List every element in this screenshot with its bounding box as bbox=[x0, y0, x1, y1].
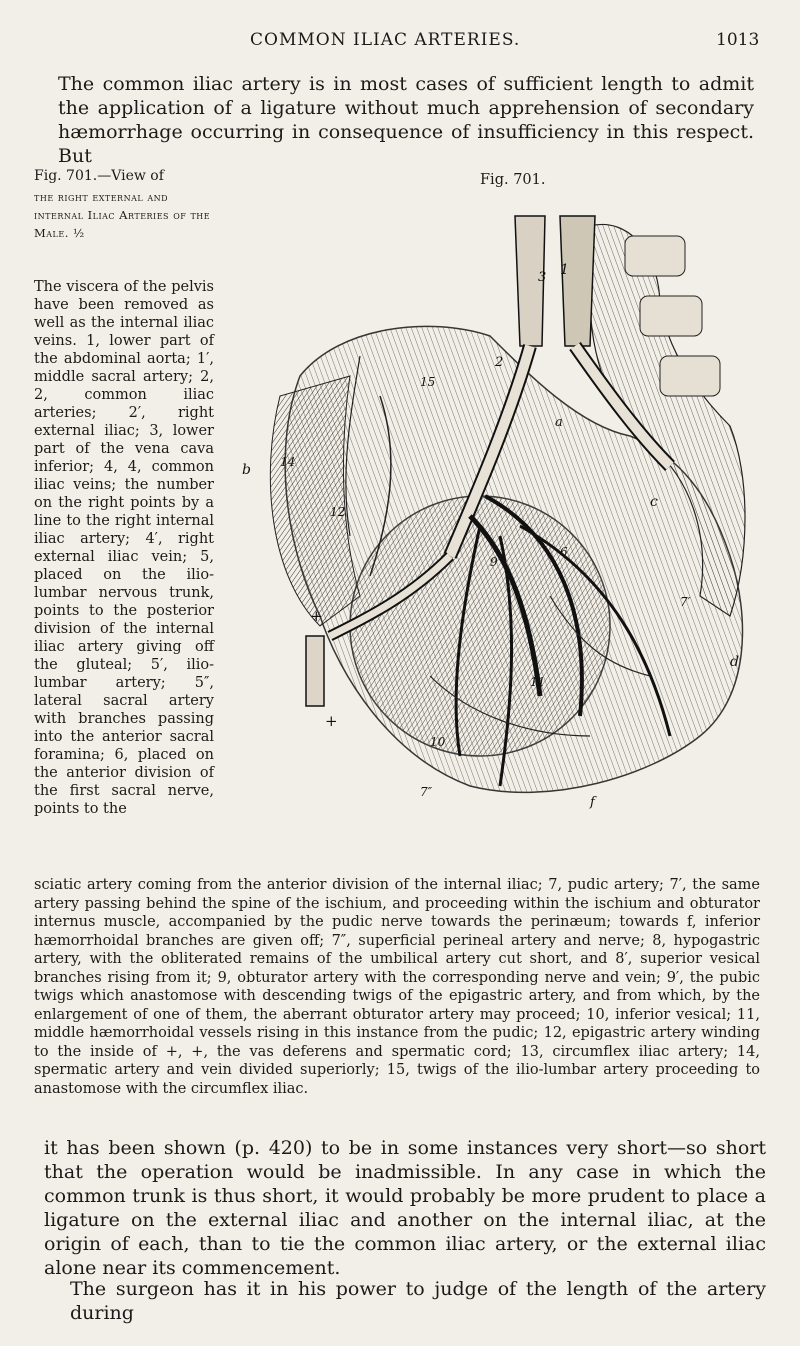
intro-paragraph: The common iliac artery is in most cases of sufficient length to admit the application of a ligature without much apprehension of secondary hæmorrhage occurring in consequence of insufficiency in this respect. But bbox=[58, 73, 754, 167]
figure-label: Fig. 701. bbox=[480, 172, 546, 188]
svg-text:15: 15 bbox=[420, 375, 436, 389]
svg-text:9: 9 bbox=[490, 555, 498, 569]
svg-text:b: b bbox=[242, 462, 251, 478]
svg-text:2: 2 bbox=[495, 355, 504, 370]
svg-text:10: 10 bbox=[430, 735, 446, 749]
anatomical-illustration bbox=[230, 196, 770, 872]
svg-text:+: + bbox=[325, 712, 338, 730]
svg-text:11: 11 bbox=[530, 675, 546, 689]
svg-text:f: f bbox=[590, 795, 595, 810]
svg-text:c: c bbox=[650, 494, 658, 510]
svg-text:7′: 7′ bbox=[680, 595, 691, 609]
last-line: The surgeon has it in his power to judge of the length of the artery during bbox=[70, 1278, 766, 1324]
figure-title: the right external and internal Iliac Arteries of the Male. ½ bbox=[34, 190, 211, 240]
svg-text:a: a bbox=[555, 415, 563, 430]
svg-text:+: + bbox=[310, 607, 323, 625]
running-title: COMMON ILIAC ARTERIES. bbox=[250, 30, 521, 50]
page-number: 1013 bbox=[716, 30, 760, 50]
iliac-arteries-engraving bbox=[230, 196, 770, 872]
svg-text:1: 1 bbox=[560, 262, 569, 278]
continuation-paragraph: it has been shown (p. 420) to be in some instances very short—so short that the operation would be inadmissible. In any case in which the common trunk is thus short, it would probably be more prudent to place a ligature on the external iliac and another on the internal iliac, at the origin of each, than to tie the common iliac artery, or the external iliac alone near its commencement. bbox=[44, 1137, 766, 1279]
svg-text:3: 3 bbox=[538, 270, 547, 285]
svg-text:6: 6 bbox=[560, 545, 568, 559]
svg-text:d: d bbox=[730, 654, 739, 670]
svg-text:14: 14 bbox=[280, 455, 296, 469]
svg-text:7″: 7″ bbox=[420, 785, 433, 799]
figure-heading: Fig. 701.—View of bbox=[34, 168, 164, 184]
figure-caption-side: The viscera of the pelvis have been removed as well as the internal iliac veins. 1, lower part of the abdominal aorta; 1′, middle sacral artery; 2, 2, common iliac arteries; 2′, right external iliac; 3, lower part of the vena cava inferior; 4, 4, common iliac veins; the number on the right points by a line to the right internal iliac artery; 4′, right external iliac vein; 5, placed on the ilio-lumbar nervous trunk, points to the posterior division of the internal iliac artery giving off the gluteal; 5′, ilio-lumbar artery; 5″, lateral sacral artery with branches passing into the anterior sacral foramina; 6, placed on the anterior division of the first sacral nerve, points to the bbox=[34, 279, 214, 817]
svg-text:12: 12 bbox=[330, 505, 346, 519]
figure-caption-full: sciatic artery coming from the anterior division of the internal iliac; 7, pudic artery; 7′, the same artery passing behind the spine of the ischium, and proceeding within the ischium and obturator internus muscle, accompanied by the pudic nerve towards the perinæum; towards f, inferior hæmorrhoidal branches are given off; 7″, superficial perineal artery and nerve; 8, hypogastric artery, with the obliterated remains of the umbilical artery cut short, and 8′, superior vesical branches rising from it; 9, obturator artery with the corresponding nerve and vein; 9′, the pubic twigs which anastomose with descending twigs of the epigastric artery, and from which, by the enlargement of one of them, the aberrant obturator artery may proceed; 10, inferior vesical; 11, middle hæmorrhoidal vessels rising in this instance from the pudic; 12, epigastric artery winding to the inside of +, +, the vas deferens and spermatic cord; 13, circumflex iliac artery; 14, spermatic artery and vein divided superiorly; 15, twigs of the ilio-lumbar artery proceeding to anastomose with the circumflex iliac. bbox=[34, 877, 760, 1097]
